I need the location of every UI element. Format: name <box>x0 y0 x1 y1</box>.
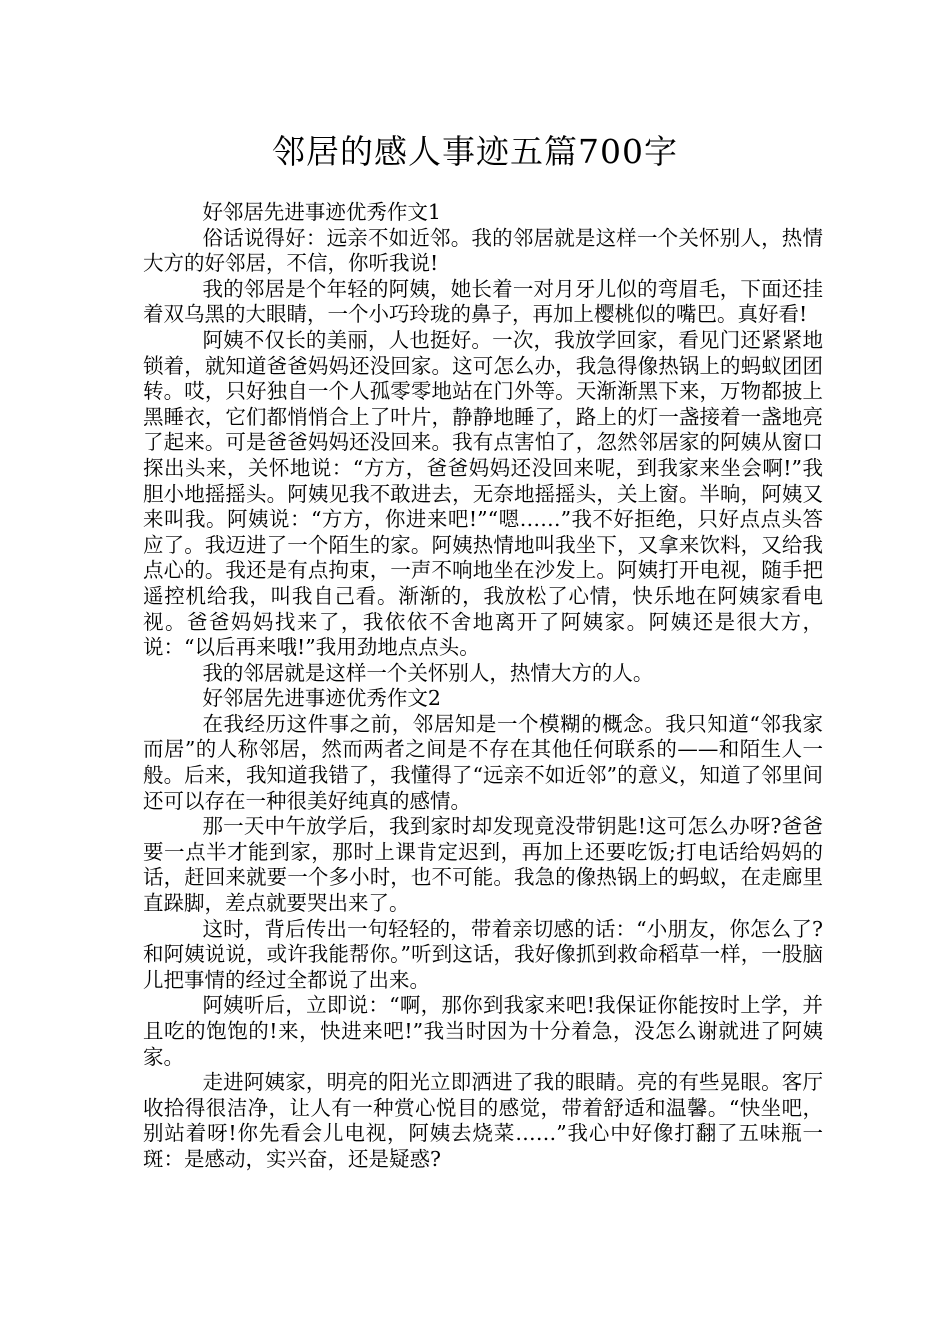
paragraph: 阿姨听后，立即说：“啊，那你到我家来吧!我保证你能按时上学，并且吃的饱饱的!来，快进来吧!”我当时因为十分着急，没怎么谢就进了阿姨家。 <box>143 993 823 1069</box>
essay-heading-2: 好邻居先进事迹优秀作文2 <box>202 686 441 711</box>
paragraph: 我的邻居是个年轻的阿姨，她长着一对月牙儿似的弯眉毛，下面还挂着双乌黑的大眼睛，一个小巧玲珑的鼻子，再加上樱桃似的嘴巴。真好看! <box>143 276 823 327</box>
paragraph: 我的邻居就是这样一个关怀别人，热情大方的人。 <box>202 660 654 685</box>
document-body <box>143 200 823 1173</box>
document-title: 邻居的感人事迹五篇700字 <box>272 132 678 171</box>
paragraph: 在我经历这件事之前，邻居知是一个模糊的概念。我只知道“邻我家而居”的人称邻居，然而两者之间是不存在其他任何联系的——和陌生人一般。后来，我知道我错了，我懂得了“远亲不如近邻”的意义，知道了邻里间还可以存在一种很美好纯真的感情。 <box>143 711 823 813</box>
paragraph: 阿姨不仅长的美丽，人也挺好。一次，我放学回家，看见门还紧紧地锁着，就知道爸爸妈妈还没回家。这可怎么办，我急得像热锅上的蚂蚁团团转。哎，只好独自一个人孤零零地站在门外等。天渐渐黑下来，万物都披上黑睡衣，它们都悄悄合上了叶片，静静地睡了，路上的灯一盏接着一盏地亮了起来。可是爸爸妈妈还没回来。我有点害怕了，忽然邻居家的阿姨从窗口探出头来，关怀地说：“方方，爸爸妈妈还没回来呢，到我家来坐会啊!”我胆小地摇摇头。阿姨见我不敢进去，无奈地摇摇头，关上窗。半晌，阿姨又来叫我。阿姨说：“方方，你进来吧!”“嗯……”我不好拒绝，只好点点头答应了。我迈进了一个陌生的家。阿姨热情地叫我坐下，又拿来饮料，又给我点心的。我还是有点拘束，一声不响地坐在沙发上。阿姨打开电视，随手把遥控机给我，叫我自己看。渐渐的，我放松了心情，快乐地在阿姨家看电视。爸爸妈妈找来了，我依依不舍地离开了阿姨家。阿姨还是很大方，说：“以后再来哦!”我用劲地点点头。 <box>143 327 823 660</box>
paragraph: 那一天中午放学后，我到家时却发现竟没带钥匙!这可怎么办呀?爸爸要一点半才能到家，那时上课肯定迟到，再加上还要吃饭;打电话给妈妈的话，赶回来就要一个多小时，也不可能。我急的像热锅上的蚂蚁，在走廊里直跺脚，差点就要哭出来了。 <box>143 814 823 916</box>
paragraph: 这时，背后传出一句轻轻的，带着亲切感的话：“小朋友，你怎么了?和阿姨说说，或许我能帮你。”听到这话，我好像抓到救命稻草一样，一股脑儿把事情的经过全都说了出来。 <box>143 916 823 992</box>
paragraph: 俗话说得好：远亲不如近邻。我的邻居就是这样一个关怀别人，热情大方的好邻居，不信，你听我说! <box>143 225 823 276</box>
essay-heading-1: 好邻居先进事迹优秀作文1 <box>202 200 441 224</box>
paragraph: 走进阿姨家，明亮的阳光立即洒进了我的眼睛。亮的有些晃眼。客厅收拾得很洁净，让人有一种赏心悦目的感觉，带着舒适和温馨。“快坐吧，别站着呀!你先看会儿电视，阿姨去烧菜……”我心中好像打翻了五味瓶一斑：是感动，实兴奋，还是疑惑? <box>143 1070 823 1171</box>
